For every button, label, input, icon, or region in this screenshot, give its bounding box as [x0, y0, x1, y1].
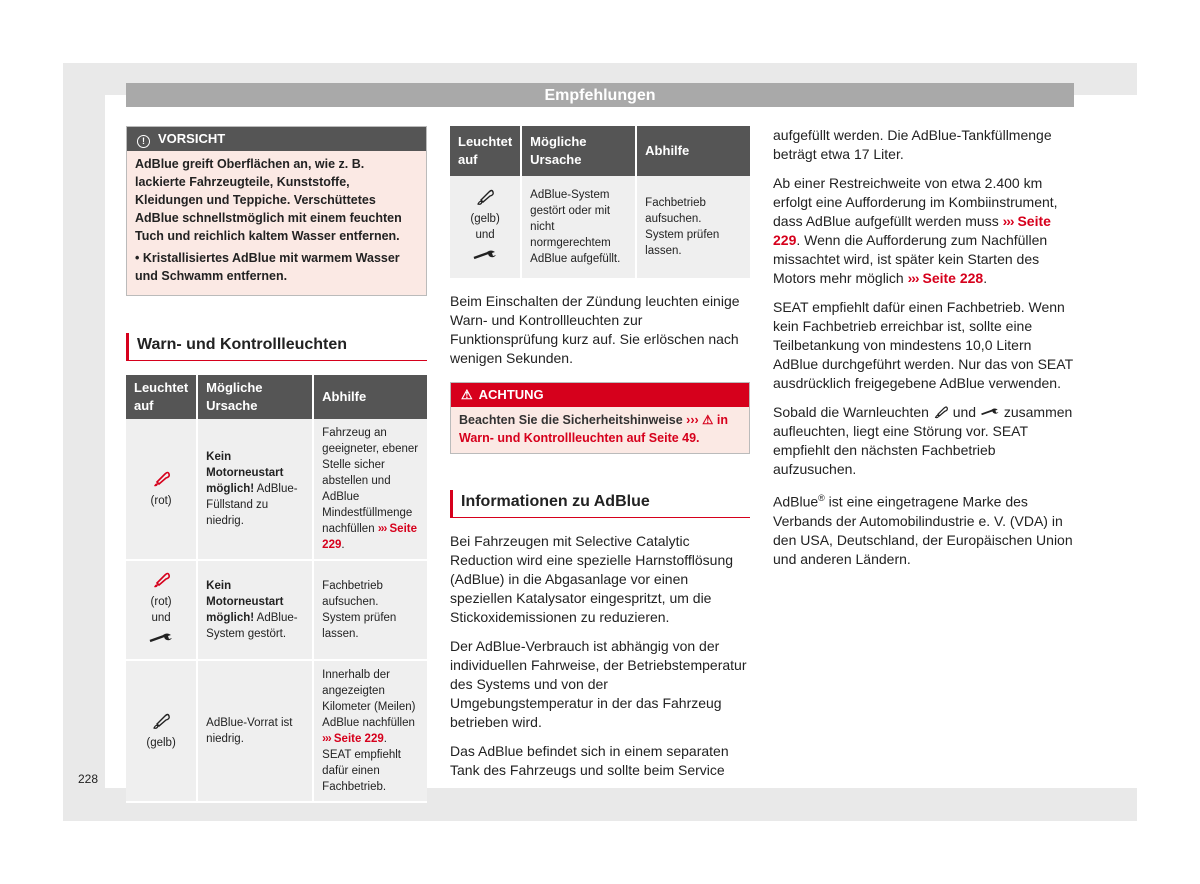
caution-body — [127, 151, 426, 295]
remedy-cell: Fachbetrieb aufsuchen. System prüfen lassen. — [636, 176, 750, 279]
caution-text-1: AdBlue greift Oberflächen an, wie z. B. lackierte Fahrzeugteile, Kunststoffe, Kleidungen und Teppiche. Verschüttetes AdBlue schnellstmöglich mit einem feuchten Tuch und reichlich kaltem Wasser entfernen. — [135, 157, 402, 243]
lamp-cell — [450, 176, 521, 279]
caution-box — [126, 126, 427, 296]
warning-lights-table — [126, 375, 427, 803]
header-abhilfe: Abhilfe — [636, 126, 750, 176]
header-leuchtet: Leuchtet auf — [450, 126, 521, 176]
wrench-icon — [472, 249, 498, 261]
adblue-lamp-red-icon — [151, 571, 171, 589]
table-header-row — [126, 375, 427, 419]
section-title-warnleuchten: Warn- und Kontrollleuchten — [126, 333, 427, 361]
remedy-text: Fahrzeug an geeigneter, ebener Stelle sicher abstellen und AdBlue Mindestfüllmenge nachfüllen — [322, 427, 419, 535]
chevron-right-icon: ››› — [907, 270, 919, 286]
section-title-adblue: Informationen zu AdBlue — [450, 490, 750, 518]
table-header-row — [450, 126, 750, 176]
info-paragraph-3: Das AdBlue befindet sich in einem separaten Tank des Fahrzeugs und sollte beim Service — [450, 743, 729, 778]
wrench-icon — [980, 407, 1000, 417]
table-row — [126, 660, 427, 802]
text-paragraph-4: Sobald die Warnleuchten und zusammen aufleuchten, liegt eine Störung vor. SEAT empfiehlt den nächsten Fachbetrieb aufzusuchen. — [773, 404, 1073, 477]
cause-cell: AdBlue-System gestört oder mit nicht normgerechtem AdBlue aufgefüllt. — [521, 176, 636, 279]
lamp-cell — [126, 660, 197, 802]
chevron-right-icon: ››› — [322, 733, 331, 745]
page-number: 228 — [78, 772, 99, 786]
header-leuchtet: Leuchtet auf — [126, 375, 197, 419]
column-2 — [450, 126, 750, 790]
cause-bold: Kein Motorneustart möglich! — [206, 580, 284, 624]
remedy-cell: Fahrzeug an geeigneter, ebener Stelle sicher abstellen und AdBlue Mindestfüllmenge nachfüllen ››› Seite 229. — [313, 419, 427, 560]
lamp-cell — [126, 419, 197, 560]
chevron-right-icon: ››› — [686, 413, 699, 427]
page-reference[interactable]: ››› Seite 229 — [322, 733, 384, 745]
remedy-cell — [313, 560, 427, 660]
table-row — [126, 560, 427, 660]
remedy-text: Innerhalb der angezeigten Kilometer (Meilen) AdBlue nachfüllen — [322, 669, 416, 729]
page-reference[interactable]: ››› Seite 229 — [773, 213, 1051, 248]
caution-header — [127, 127, 426, 151]
lamp-and: und — [475, 229, 495, 241]
header-ursache: Mögliche Ursache — [197, 375, 313, 419]
column-3 — [773, 126, 1073, 579]
lamp-color: (gelb) — [470, 213, 500, 225]
warning-body: Beachten Sie die Sicherheitshinweise ››› ⚠ in Warn- und Kontrollleuchten auf Seite 49. — [459, 413, 728, 445]
warning-header — [451, 383, 749, 407]
adblue-lamp-icon — [933, 405, 949, 419]
warning-lights-table-2 — [450, 126, 750, 280]
table-row — [450, 176, 750, 279]
adblue-lamp-yellow-icon — [475, 188, 495, 206]
cause-text: AdBlue-Vorrat ist niedrig. — [206, 717, 293, 745]
chevron-right-icon: ››› — [1002, 213, 1014, 229]
info-paragraph-2: Der AdBlue-Verbrauch ist abhängig von der individuellen Fahrweise, der Betriebstemperatur des Systems und von der Umgebungstemperatur in der das Fahrzeug betrieben wird. — [450, 638, 747, 730]
cause-text: AdBlue-Füllstand zu niedrig. — [206, 483, 298, 527]
intro-paragraph: Beim Einschalten der Zündung leuchten einige Warn- und Kontrollleuchten zur Funktionsprüfung kurz auf. Sie erlöschen nach wenigen Sekunden. — [450, 293, 740, 366]
page-reference[interactable]: ››› Seite 228 — [907, 270, 984, 286]
info-paragraph-1: Bei Fahrzeugen mit Selective Catalytic Reduction wird eine spezielle Harnstofflösung (AdBlue) in die Abgasanlage vor einen speziellen Katalysator eingespritzt, um die Stickoxidemissionen zu reduzieren. — [450, 533, 734, 625]
remedy-cell: Innerhalb der angezeigten Kilometer (Meilen) AdBlue nachfüllen ››› Seite 229. SEAT empfiehlt dafür einen Fachbetrieb. — [313, 660, 427, 802]
cause-bold: Kein Motorneustart möglich! — [206, 451, 284, 495]
cause-text: AdBlue-System gestört. — [206, 612, 298, 640]
lamp-cell — [126, 560, 197, 660]
warning-title: ACHTUNG — [478, 387, 544, 402]
column-1 — [126, 126, 427, 803]
lamp-color: (rot) — [150, 494, 172, 507]
warning-box — [450, 382, 750, 454]
caution-title: VORSICHT — [158, 131, 226, 146]
lamp-color: (gelb) — [146, 736, 176, 749]
cause-cell — [197, 419, 313, 560]
caution-text-2: • Kristallisiertes AdBlue mit warmem Wasser und Schwamm entfernen. — [135, 251, 400, 283]
text-paragraph-3: SEAT empfiehlt dafür einen Fachbetrieb. Wenn kein Fachbetrieb erreichbar ist, sollte eine Teilbetankung von mindestens 10,0 Litern AdBlue durchgeführt werden. Nur das von SEAT ausdrücklich freigegebene AdBlue verwenden. — [773, 299, 1073, 391]
text-paragraph-5: AdBlue® ist eine eingetragene Marke des Verbands der Automobilindustrie e. V. (VDA) in den USA, Deutschland, der Europäischen Union und anderen Ländern. — [773, 493, 1073, 567]
adblue-lamp-red-icon — [151, 470, 171, 488]
text-paragraph-2: Ab einer Restreichweite von etwa 2.400 km erfolgt eine Aufforderung im Kombiinstrument, dass AdBlue aufgefüllt werden muss ››› Seite 229. Wenn die Aufforderung zum Nachfüllen missachtet wird, ist später kein Starten des Motors mehr möglich ››› Seite 228. — [773, 175, 1058, 286]
warning-triangle-icon: ⚠ — [461, 387, 473, 402]
warning-triangle-icon: ⚠ — [702, 413, 714, 427]
page-header: Empfehlungen — [126, 83, 1074, 107]
cause-cell — [197, 660, 313, 802]
lamp-color: (rot) — [150, 596, 172, 608]
header-ursache: Mögliche Ursache — [521, 126, 636, 176]
lamp-and: und — [151, 612, 171, 624]
page-reference[interactable]: ››› Seite 229 — [322, 523, 418, 551]
info-circle-icon: ! — [137, 135, 150, 148]
adblue-lamp-yellow-icon — [151, 712, 171, 730]
remedy-text: Fachbetrieb aufsuchen. System prüfen lassen. — [322, 580, 397, 640]
chevron-right-icon: ››› — [377, 523, 387, 535]
table-row — [126, 419, 427, 560]
cause-cell — [197, 560, 313, 660]
wrench-icon — [148, 632, 174, 644]
header-abhilfe: Abhilfe — [313, 375, 427, 419]
page-reference[interactable]: in Warn- und Kontrollleuchten auf Seite 49. — [459, 413, 728, 445]
text-paragraph-1: aufgefüllt werden. Die AdBlue-Tankfüllmenge beträgt etwa 17 Liter. — [773, 127, 1052, 162]
